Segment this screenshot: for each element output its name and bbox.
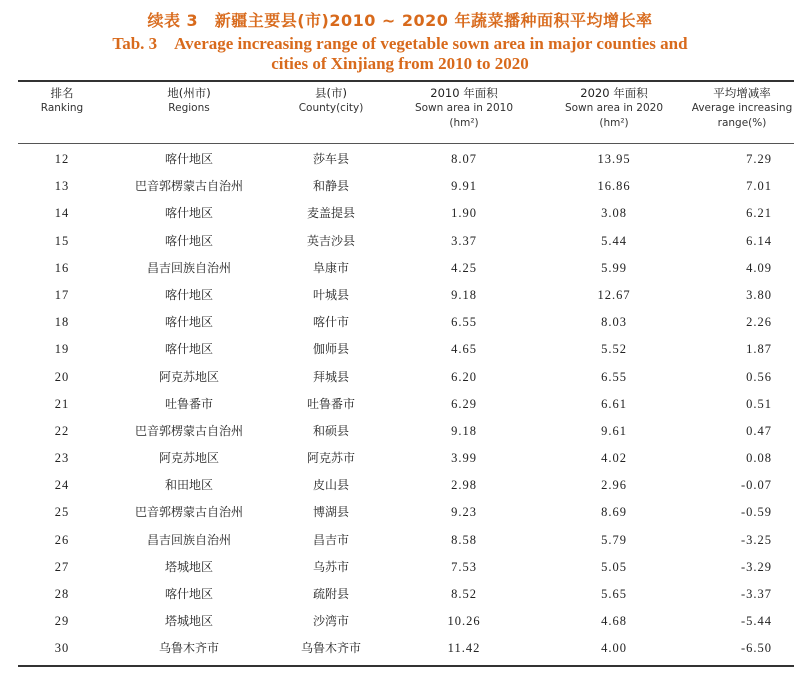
cell-area-2020: 8.69	[601, 505, 627, 520]
cell-avg-rate: -0.07	[740, 478, 772, 493]
cell-area-2010: 8.58	[451, 532, 477, 547]
cell-avg-rate: 0.56	[746, 369, 772, 384]
cell-area-2010: 7.53	[451, 559, 477, 574]
cell-county: 昌吉市	[312, 532, 349, 547]
header-area-2020	[538, 86, 690, 131]
cell-area-2020: 6.55	[601, 369, 627, 384]
cell-avg-rate: 7.29	[746, 152, 772, 166]
header-county-cn: 县(市)	[315, 86, 347, 100]
cell-region: 喀什地区	[164, 315, 213, 330]
table-top-rule	[18, 80, 794, 82]
cell-area-2010: 9.18	[451, 423, 477, 438]
header-area-2020-cn: 2020 年面积	[580, 86, 648, 100]
header-area-2010	[390, 86, 538, 131]
table-row	[18, 582, 794, 609]
cell-rank: 22	[54, 423, 70, 438]
cell-county: 博湖县	[312, 505, 349, 520]
cell-area-2020: 8.03	[601, 315, 627, 330]
cell-area-2020: 5.05	[601, 559, 627, 574]
cell-area-2020: 5.44	[601, 233, 627, 248]
cell-rank: 29	[54, 614, 70, 629]
table-row	[18, 609, 794, 636]
cell-region: 吐鲁番市	[164, 396, 213, 411]
header-regions	[106, 86, 272, 116]
cell-county: 伽师县	[312, 342, 349, 357]
cell-area-2020: 13.95	[597, 152, 631, 166]
cell-region: 喀什地区	[164, 287, 213, 302]
cell-area-2020: 5.65	[601, 587, 627, 601]
cell-area-2010: 1.90	[451, 206, 477, 221]
cell-region: 阿克苏地区	[158, 451, 219, 466]
cell-region: 喀什地区	[164, 206, 213, 221]
cell-rank: 28	[54, 587, 70, 601]
cell-region: 巴音郭楞蒙古自治州	[134, 423, 243, 438]
table-header	[18, 86, 794, 142]
header-avg-rate-unit: range(%)	[717, 117, 767, 129]
header-area-2010-unit: (hm²)	[449, 117, 479, 129]
cell-rank: 20	[54, 369, 70, 384]
cell-county: 和静县	[312, 179, 349, 194]
cell-region: 塔城地区	[164, 559, 213, 574]
table-row	[18, 392, 794, 419]
cell-area-2020: 16.86	[597, 179, 631, 194]
cell-area-2020: 2.96	[601, 478, 627, 493]
cell-area-2020: 4.00	[601, 641, 627, 656]
cell-county: 喀什市	[312, 315, 349, 330]
header-area-2020-en: Sown area in 2020	[564, 102, 664, 114]
cell-county: 阿克苏市	[306, 451, 355, 466]
cell-region: 喀什地区	[164, 342, 213, 357]
cell-area-2010: 6.20	[451, 369, 477, 384]
cell-avg-rate: 1.87	[746, 342, 772, 357]
table-row	[18, 365, 794, 392]
table-title-en-line1: Tab. 3 Average increasing range of vegetable sown area in major counties and	[112, 34, 688, 53]
cell-rank: 14	[54, 206, 70, 221]
cell-region: 喀什地区	[164, 233, 213, 248]
cell-county: 莎车县	[312, 152, 349, 166]
cell-county: 乌鲁木齐市	[300, 641, 361, 656]
cell-area-2020: 6.61	[601, 396, 627, 411]
cell-avg-rate: 7.01	[746, 179, 772, 194]
header-area-2010-en: Sown area in 2010	[414, 102, 514, 114]
cell-rank: 24	[54, 478, 70, 493]
header-county	[272, 86, 390, 116]
cell-rank: 16	[54, 260, 70, 275]
cell-county: 疏附县	[312, 587, 349, 601]
cell-rank: 21	[54, 396, 70, 411]
cell-region: 巴音郭楞蒙古自治州	[134, 505, 243, 520]
header-ranking-en: Ranking	[40, 102, 84, 114]
table-row	[18, 500, 794, 527]
cell-area-2010: 9.91	[451, 179, 477, 194]
header-county-en: County(city)	[298, 102, 364, 114]
cell-county: 叶城县	[312, 287, 349, 302]
cell-region: 昌吉回族自治州	[146, 532, 231, 547]
table-title-en-line2: cities of Xinjiang from 2010 to 2020	[271, 54, 529, 73]
table-row	[18, 174, 794, 201]
cell-avg-rate: -5.44	[740, 614, 772, 629]
cell-area-2010: 4.25	[451, 260, 477, 275]
cell-region: 昌吉回族自治州	[146, 260, 231, 275]
cell-region: 巴音郭楞蒙古自治州	[134, 179, 243, 194]
cell-area-2020: 12.67	[597, 287, 631, 302]
table-row	[18, 229, 794, 256]
cell-area-2020: 9.61	[601, 423, 627, 438]
cell-area-2010: 9.18	[451, 287, 477, 302]
cell-area-2020: 4.68	[601, 614, 627, 629]
table-bottom-rule	[18, 665, 794, 667]
cell-area-2010: 3.99	[451, 451, 477, 466]
cell-county: 和硕县	[312, 423, 349, 438]
cell-county: 拜城县	[312, 369, 349, 384]
table-row	[18, 528, 794, 555]
table-row	[18, 256, 794, 283]
cell-county: 吐鲁番市	[306, 396, 355, 411]
cell-county: 麦盖提县	[306, 206, 355, 221]
cell-area-2020: 5.99	[601, 260, 627, 275]
table-row	[18, 147, 794, 174]
header-regions-cn: 地(州市)	[167, 86, 211, 100]
table-row	[18, 419, 794, 446]
table-row	[18, 636, 794, 663]
cell-rank: 25	[54, 505, 70, 520]
cell-area-2010: 9.23	[451, 505, 477, 520]
cell-county: 乌苏市	[312, 559, 349, 574]
header-area-2010-cn: 2010 年面积	[430, 86, 498, 100]
cell-avg-rate: 2.26	[746, 315, 772, 330]
table-row	[18, 337, 794, 364]
cell-region: 喀什地区	[164, 587, 213, 601]
cell-region: 乌鲁木齐市	[158, 641, 219, 656]
cell-area-2010: 11.42	[447, 641, 481, 656]
header-ranking	[18, 86, 106, 116]
table-row	[18, 555, 794, 582]
cell-avg-rate: -3.37	[740, 587, 772, 601]
cell-avg-rate: -3.29	[740, 559, 772, 574]
cell-region: 阿克苏地区	[158, 369, 219, 384]
header-avg-rate-en: Average increasing	[691, 102, 793, 114]
cell-avg-rate: 0.08	[746, 451, 772, 466]
cell-avg-rate: 0.51	[746, 396, 772, 411]
header-avg-rate	[690, 86, 794, 131]
table-body	[18, 147, 794, 664]
cell-area-2020: 4.02	[601, 451, 627, 466]
table-row	[18, 310, 794, 337]
cell-rank: 27	[54, 559, 70, 574]
cell-avg-rate: 6.21	[746, 206, 772, 221]
header-avg-rate-cn: 平均增减率	[713, 86, 771, 100]
cell-rank: 18	[54, 315, 70, 330]
cell-rank: 13	[54, 179, 70, 194]
cell-rank: 30	[54, 641, 70, 656]
cell-region: 塔城地区	[164, 614, 213, 629]
table-title-en	[60, 34, 740, 74]
cell-avg-rate: 3.80	[746, 287, 772, 302]
cell-region: 和田地区	[164, 478, 213, 493]
table-row	[18, 283, 794, 310]
cell-rank: 19	[54, 342, 70, 357]
cell-area-2010: 3.37	[451, 233, 477, 248]
header-area-2020-unit: (hm²)	[599, 117, 629, 129]
cell-rank: 15	[54, 233, 70, 248]
cell-county: 沙湾市	[312, 614, 349, 629]
cell-county: 皮山县	[312, 478, 349, 493]
cell-area-2010: 6.29	[451, 396, 477, 411]
table-title-cn: 续表 3 新疆主要县(市)2010 ~ 2020 年蔬菜播种面积平均增长率	[147, 11, 653, 30]
header-regions-en: Regions	[168, 102, 210, 114]
cell-area-2020: 3.08	[601, 206, 627, 221]
table-header-rule	[18, 143, 794, 144]
cell-area-2010: 2.98	[451, 478, 477, 493]
cell-avg-rate: 6.14	[746, 233, 772, 248]
cell-area-2010: 4.65	[451, 342, 477, 357]
cell-area-2010: 10.26	[447, 614, 481, 629]
table-row	[18, 201, 794, 228]
cell-avg-rate: 4.09	[746, 260, 772, 275]
cell-avg-rate: -6.50	[740, 641, 772, 656]
cell-area-2020: 5.79	[601, 532, 627, 547]
cell-region: 喀什地区	[164, 152, 213, 166]
cell-avg-rate: -0.59	[740, 505, 772, 520]
cell-rank: 17	[54, 287, 70, 302]
cell-area-2010: 8.52	[451, 587, 477, 601]
cell-area-2020: 5.52	[601, 342, 627, 357]
cell-area-2010: 6.55	[451, 315, 477, 330]
table-row	[18, 446, 794, 473]
cell-county: 英吉沙县	[306, 233, 355, 248]
cell-area-2010: 8.07	[451, 152, 477, 166]
cell-rank: 26	[54, 532, 70, 547]
header-ranking-cn: 排名	[50, 86, 74, 100]
cell-rank: 12	[54, 152, 70, 166]
cell-county: 阜康市	[312, 260, 349, 275]
cell-avg-rate: 0.47	[746, 423, 772, 438]
cell-rank: 23	[54, 451, 70, 466]
table-row	[18, 473, 794, 500]
cell-avg-rate: -3.25	[740, 532, 772, 547]
